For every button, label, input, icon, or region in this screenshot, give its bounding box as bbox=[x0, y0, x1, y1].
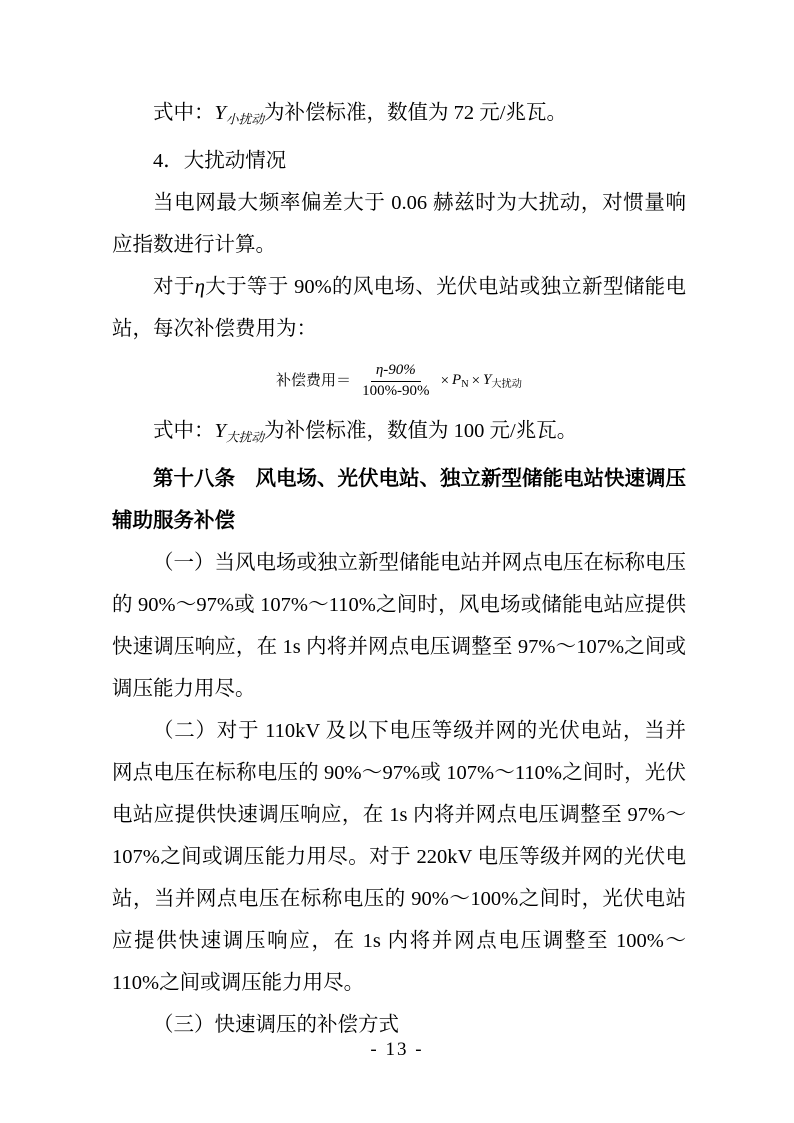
paragraph-formula-legend-1 bbox=[112, 92, 686, 140]
legend2-text: 为补偿标准，数值为 100 元/兆瓦。 bbox=[264, 419, 578, 442]
formula-compensation-fee bbox=[112, 362, 686, 400]
formula-fraction bbox=[357, 362, 435, 400]
paragraph-numbered-heading: 4．大扰动情况 bbox=[153, 150, 287, 173]
formula-times-1: × bbox=[440, 372, 450, 389]
formula-symbol-y: $Y_{大扰动}$ bbox=[483, 371, 522, 390]
legend-prefix: 式中： bbox=[153, 102, 215, 124]
legend-symbol-subscript: 小扰动 bbox=[225, 112, 265, 127]
paragraph-body-italic bbox=[112, 266, 686, 350]
formula-inner bbox=[276, 362, 522, 400]
formula-label: 补偿费用＝ bbox=[276, 372, 352, 389]
legend2-symbol-subscript: 大扰动 bbox=[225, 430, 265, 445]
page-number: - 13 - bbox=[370, 1039, 424, 1060]
article-number: 第十八条 bbox=[153, 468, 235, 491]
body-prefix: 对于 bbox=[153, 276, 195, 299]
legend2-prefix: 式中： bbox=[153, 419, 215, 442]
paragraph-item-three: （三）快速调压的补偿方式 bbox=[153, 1014, 399, 1037]
formula-numerator: η-90% bbox=[371, 362, 421, 381]
article-title: 风电场、光伏电站、独立新型储能电站快速调压辅助服务补偿 bbox=[112, 468, 686, 533]
formula-times-2: × bbox=[471, 372, 481, 389]
paragraph-article-heading bbox=[112, 458, 686, 542]
eta-symbol: η bbox=[194, 276, 205, 299]
legend-symbol: $Y_{小扰动}$ bbox=[214, 102, 265, 127]
legend-text: 为补偿标准，数值为 72 元/兆瓦。 bbox=[264, 102, 567, 124]
document-body bbox=[112, 92, 686, 1046]
formula-symbol-pn: $P_N$ bbox=[452, 371, 469, 390]
paragraph-item-one: （一）当风电场或独立新型储能电站并网点电压在标称电压的 90%～97%或 107%～110%之间时，风电场或储能电站应提供快速调压响应，在 1s 内将并网点电压调整至 97%～107%之间或调压能力用尽。 bbox=[112, 552, 686, 701]
legend2-symbol: $Y_{大扰动}$ bbox=[214, 419, 265, 445]
body-rest: 大于等于 90%的风电场、光伏电站或独立新型储能电站，每次补偿费用为： bbox=[112, 276, 687, 341]
formula-denominator: 100%-90% bbox=[362, 382, 430, 399]
paragraph-body-1: 当电网最大频率偏差大于 0.06 赫兹时为大扰动，对惯量响应指数进行计算。 bbox=[112, 192, 686, 257]
paragraph-formula-legend-2 bbox=[112, 410, 686, 458]
paragraph-item-two: （二）对于 110kV 及以下电压等级并网的光伏电站，当并网点电压在标称电压的 90%～97%或 107%～110%之间时，光伏电站应提供快速调压响应，在 1s 内将并网点电压调整至 97%～107%之间或调压能力用尽。对于 220kV 电压等级并网的光伏电站，当并网点电压在标称电压的 90%～100%之间时，光伏电站应提供快速调压响应，在 1s 内将并网点电压调整至 100%～110%之间或调压能力用尽。 bbox=[112, 720, 686, 995]
